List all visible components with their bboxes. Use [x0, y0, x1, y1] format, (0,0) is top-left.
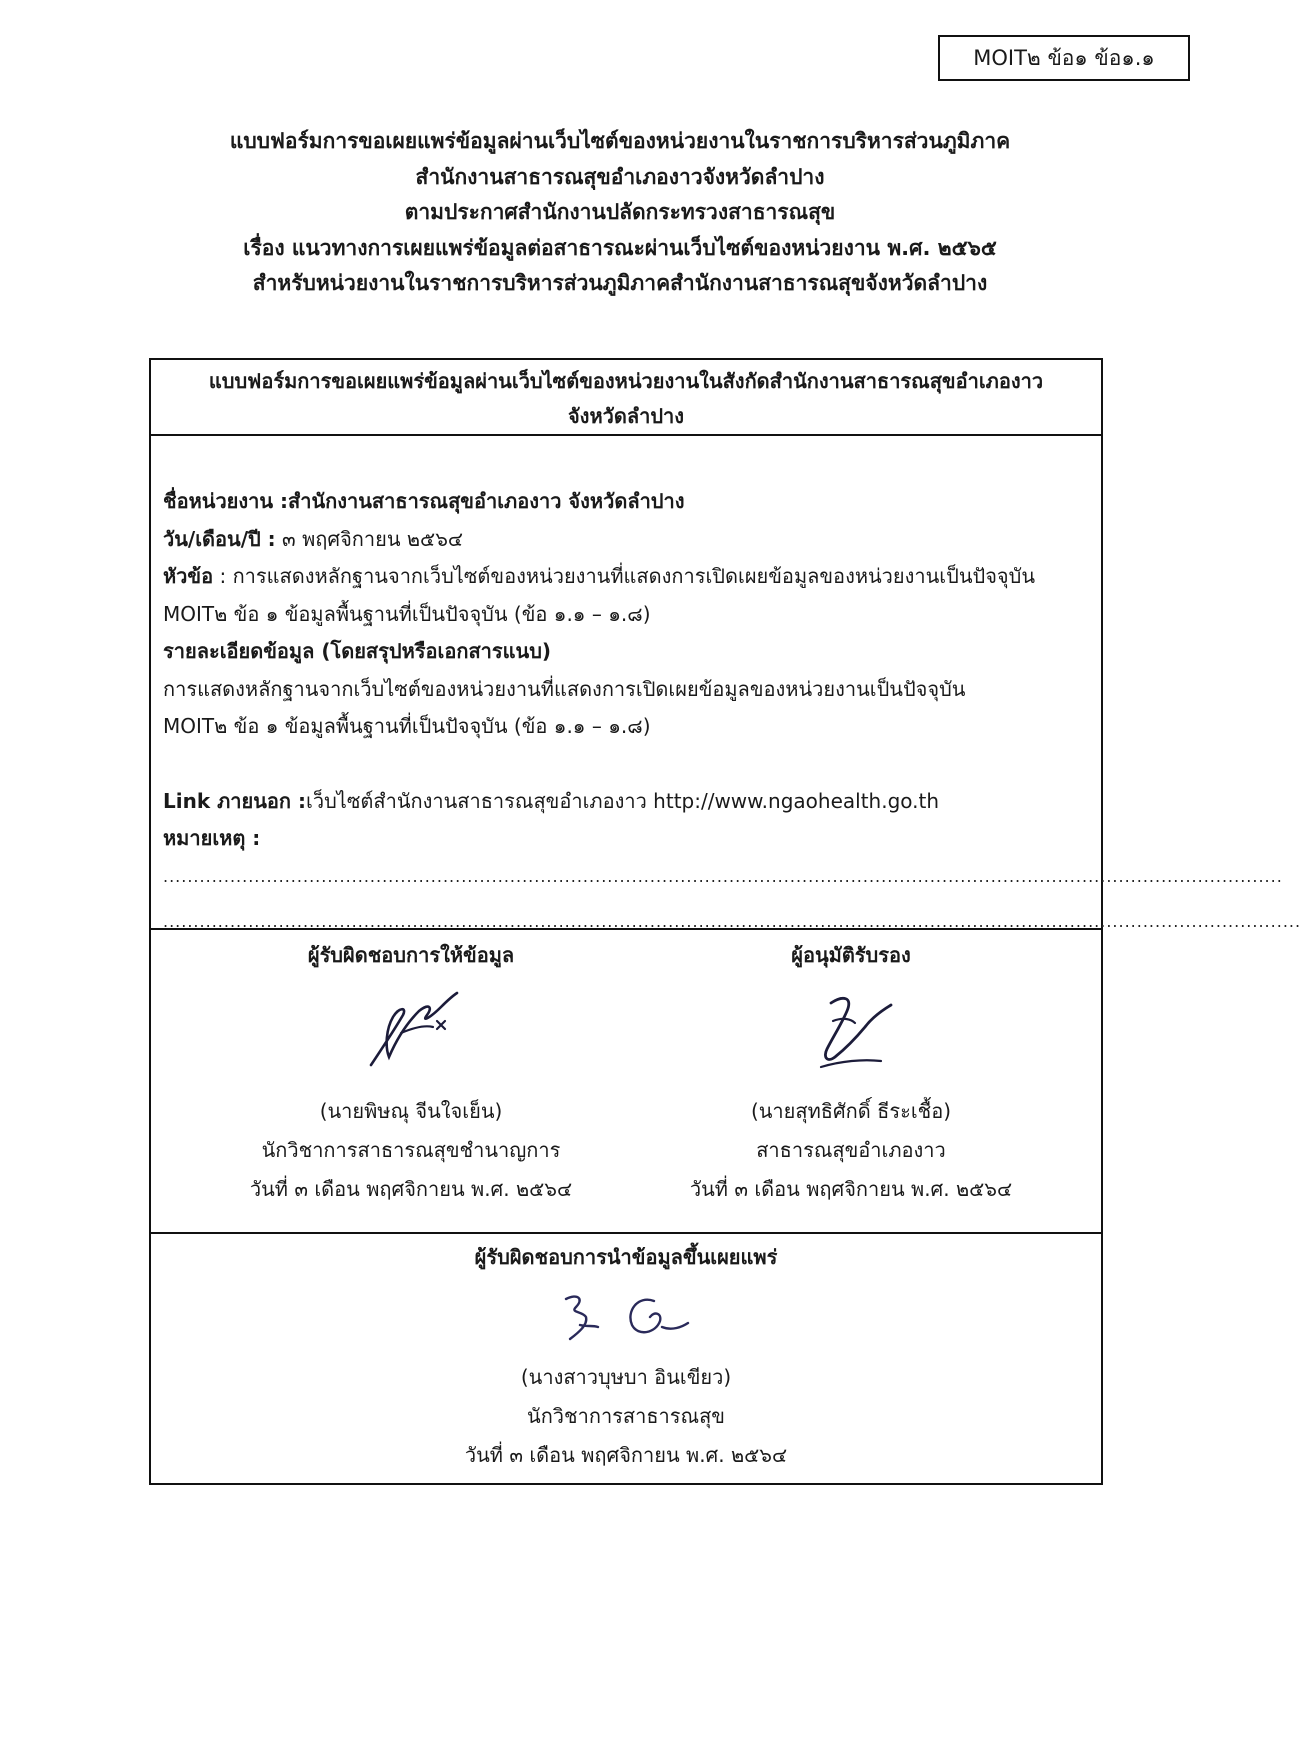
- provider-signature-block: [181, 930, 641, 1209]
- link-row: [163, 783, 1101, 821]
- link-label: Link ภายนอก :: [163, 788, 306, 813]
- provider-signature-image: [341, 977, 481, 1087]
- header-line-4: เรื่อง แนวทางการเผยแพร่ข้อมูลต่อสาธารณะผ่านเว็บไซต์ของหน่วยงาน พ.ศ. ๒๕๖๕: [243, 235, 997, 260]
- detail-line-1: การแสดงหลักฐานจากเว็บไซต์ของหน่วยงานที่แสดงการเปิดเผยข้อมูลของหน่วยงานเป็นปัจจุบัน: [163, 676, 966, 701]
- provider-position: นักวิชาการสาธารณสุขชำนาญการ: [261, 1138, 561, 1162]
- provider-signature: [181, 972, 641, 1092]
- agency-label: ชื่อหน่วยงาน :: [163, 489, 289, 513]
- publisher-position: นักวิชาการสาธารณสุข: [527, 1404, 725, 1428]
- publisher-name: (นางสาวบุษบา อินเขียว): [520, 1365, 732, 1389]
- agency-row: [163, 483, 1101, 521]
- header-line-3: ตามประกาศสำนักงานปลัดกระทรวงสาธารณสุข: [404, 200, 836, 224]
- signature-section: [151, 930, 1101, 1232]
- form-title: [151, 360, 1101, 436]
- topic-label: หัวข้อ: [163, 564, 214, 588]
- form-title-line-1: แบบฟอร์มการขอเผยแพร่ข้อมูลผ่านเว็บไซต์ของหน่วยงานในสังกัดสำนักงานสาธารณสุขอำเภองาว: [208, 369, 1044, 393]
- note-dots-2: ...........................................................................................................................................................................................: [163, 912, 1301, 931]
- form-title-line-2: จังหวัดลำปาง: [567, 404, 685, 428]
- publisher-signature-image: [526, 1281, 726, 1351]
- publisher-role: ผู้รับผิดชอบการนำข้อมูลขึ้นเผยแพร่: [474, 1245, 778, 1269]
- reference-code-box: [938, 35, 1190, 81]
- reference-code: MOIT๒ ข้อ๑ ข้อ๑.๑: [973, 45, 1155, 70]
- approver-signature: [621, 972, 1081, 1092]
- link-value: เว็บไซต์สำนักงานสาธารณสุขอำเภองาว http://www.ngaohealth.go.th: [306, 788, 940, 813]
- agency-value: สำนักงานสาธารณสุขอำเภองาว จังหวัดลำปาง: [288, 489, 685, 513]
- topic-value: : การแสดงหลักฐานจากเว็บไซต์ของหน่วยงานที่แสดงการเปิดเผยข้อมูลของหน่วยงานเป็นปัจจุบัน: [213, 564, 1036, 588]
- note-label: หมายเหตุ :: [163, 826, 261, 850]
- approver-date: วันที่ ๓ เดือน พฤศจิกายน พ.ศ. ๒๕๖๔: [689, 1177, 1013, 1201]
- detail-line-2: MOIT๒ ข้อ ๑ ข้อมูลพื้นฐานที่เป็นปัจจุบัน (ข้อ ๑.๑ – ๑.๘): [163, 714, 651, 738]
- detail-label: รายละเอียดข้อมูล (โดยสรุปหรือเอกสารแนบ): [163, 639, 552, 663]
- topic-row: [163, 558, 1101, 596]
- header-line-2: สำนักงานสาธารณสุขอำเภองาวจังหวัดลำปาง: [415, 164, 825, 189]
- publisher-date: วันที่ ๓ เดือน พฤศจิกายน พ.ศ. ๒๕๖๔: [464, 1443, 788, 1467]
- publisher-signature: [151, 1274, 1101, 1358]
- provider-role: ผู้รับผิดชอบการให้ข้อมูล: [307, 943, 515, 967]
- approver-position: สาธารณสุขอำเภองาว: [756, 1138, 946, 1162]
- approver-name: (นายสุทธิศักดิ์ ธีระเชื้อ): [750, 1099, 952, 1123]
- date-label: วัน/เดือน/ปี :: [163, 526, 276, 551]
- spacer: [163, 746, 1101, 783]
- header-line-1: แบบฟอร์มการขอเผยแพร่ข้อมูลผ่านเว็บไซต์ของหน่วยงานในราชการบริหารส่วนภูมิภาค: [229, 129, 1011, 153]
- header-line-5: สำหรับหน่วยงานในราชการบริหารส่วนภูมิภาคสำนักงานสาธารณสุขจังหวัดลำปาง: [252, 271, 988, 295]
- document-header: [0, 124, 1240, 302]
- date-row: [163, 521, 1101, 559]
- request-form-table: [149, 358, 1301, 1485]
- publisher-section: [151, 1232, 1101, 1482]
- approver-role: ผู้อนุมัติรับรอง: [791, 943, 911, 967]
- provider-date: วันที่ ๓ เดือน พฤศจิกายน พ.ศ. ๒๕๖๔: [249, 1177, 573, 1201]
- divider: [151, 434, 1101, 436]
- provider-name: (นายพิษณุ จีนใจเย็น): [319, 1099, 503, 1123]
- approver-signature-block: [621, 930, 1081, 1209]
- topic-row-2: MOIT๒ ข้อ ๑ ข้อมูลพื้นฐานที่เป็นปัจจุบัน (ข้อ ๑.๑ – ๑.๘): [163, 601, 651, 626]
- note-dots-1: ........................................................................................................................................................................................: [163, 866, 1283, 886]
- date-value: ๓ พฤศจิกายน ๒๕๖๔: [275, 526, 464, 551]
- approver-signature-image: [781, 977, 921, 1087]
